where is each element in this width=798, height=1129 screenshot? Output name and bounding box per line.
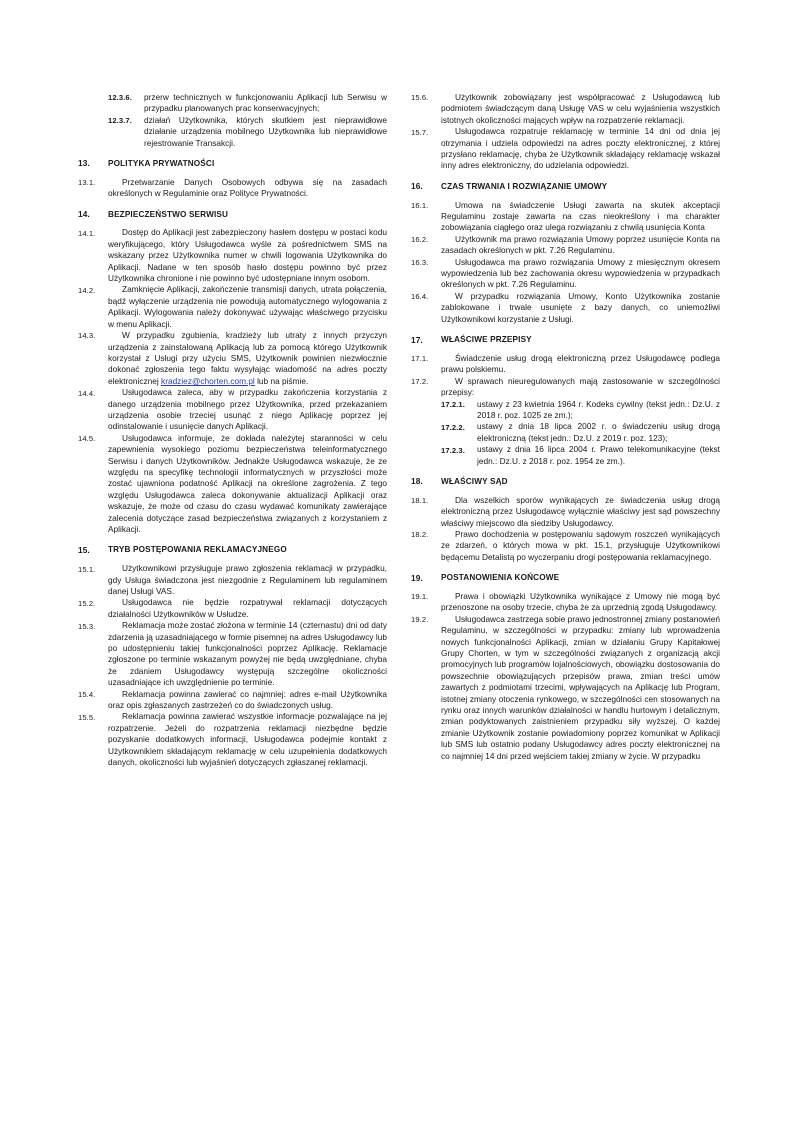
clause-paragraph xyxy=(78,433,387,536)
clause-number: 18.1. xyxy=(411,496,429,506)
clause-number: 15. xyxy=(78,544,90,555)
clause-paragraph xyxy=(411,353,720,376)
right-column xyxy=(411,92,720,769)
clause-number: 14.5. xyxy=(78,434,96,444)
clause-number: 15.7. xyxy=(411,127,429,137)
clause-text: Usługodawca rozpatruje reklamację w terminie 14 dni od dnia jej otrzymania i udziela odpowiedzi na adres poczty elektronicznej, z której przysłano reklamację, chyba że Użytkownik składający reklamację wskazał inny adres elektroniczny, do udzielania odpowiedzi. xyxy=(441,126,720,171)
clause-paragraph xyxy=(411,126,720,172)
clause-text: Usługodawca nie będzie rozpatrywał reklamacji dotyczących działalności Użytkowników w Usłudze. xyxy=(108,597,387,619)
clause-text: Dla wszelkich sporów wynikających ze świadczenia usług drogą elektroniczną przez Usługodawcę wyłącznie właściwy jest sąd powszechny właściwy miejscowo dla siedziby Usługodawcy. xyxy=(441,494,720,528)
clause-paragraph xyxy=(411,257,720,291)
clause-number: 16.2. xyxy=(411,235,429,245)
section-heading xyxy=(78,209,387,221)
section-title-text: POSTANOWIENIA KOŃCOWE xyxy=(441,573,560,583)
clause-paragraph xyxy=(78,597,387,620)
clause-paragraph xyxy=(411,291,720,325)
clause-number: 17.1. xyxy=(411,354,429,364)
clause-number: 19.2. xyxy=(411,615,429,625)
clause-number: 13.1. xyxy=(78,178,96,188)
clause-paragraph xyxy=(78,563,387,597)
clause-paragraph xyxy=(78,689,387,712)
clause-text: W sprawach nieuregulowanych mają zastosowanie w szczególności przepisy: xyxy=(441,375,720,398)
clause-number: 18.2. xyxy=(411,530,429,540)
clause-text: ustawy z dnia 18 lipca 2002 r. o świadczeniu usług drogą elektroniczną (tekst jedn.: Dz.U. z 2019 r. poz. 123); xyxy=(477,421,720,443)
clause-text: W przypadku rozwiązania Umowy, Konto Użytkownika zostanie zablokowane i trwale usunięte z bazy danych, co uniemożliwi Użytkownikowi korzystanie z Usługi. xyxy=(441,290,720,324)
clause-number: 13. xyxy=(78,158,90,169)
clause-text-after-link: lub na piśmie. xyxy=(254,375,309,386)
clause-text: Usługodawca ma prawo rozwiązania Umowy z miesięcznym okresem wypowiedzenia lub bez zachowania okresu wypowiedzenia w przypadkach określonych w pkt. 7.26 Regulaminu. xyxy=(441,256,720,290)
clause-text: Prawa i obowiązki Użytkownika wynikające z Umowy nie mogą być przenoszone na osoby trzecie, chyba że za uprzednią zgodą Usługodawcy. xyxy=(441,591,720,613)
clause-paragraph xyxy=(78,227,387,284)
clause-number: 17.2.3. xyxy=(441,445,465,455)
clause-text: Świadczenie usług drogą elektroniczną przez Usługodawcę podlega prawu polskiemu. xyxy=(441,352,720,375)
section-heading xyxy=(411,572,720,584)
clause-number: 14. xyxy=(78,209,90,220)
clause-paragraph xyxy=(78,711,387,768)
clause-paragraph xyxy=(78,115,387,149)
section-title-text: CZAS TRWANIA I ROZWIĄZANIE UMOWY xyxy=(441,181,608,191)
section-heading xyxy=(78,544,387,556)
clause-text: Usługodawca zaleca, aby w przypadku zakończenia korzystania z danego urządzenia mobilnego przez Użytkownika, przed przekazaniem urządzenia osobie trzeciej usunąć z niego Aplikację poprzez jej odinstalowanie i usunięcie danych Aplikacji. xyxy=(108,387,387,432)
clause-paragraph xyxy=(411,399,720,422)
clause-text: Usługodawca informuje, że dokłada należytej staranności w celu zapewnienia wysokiego poziomu bezpieczeństwa teleinformatycznego Serwisu i danych Użytkowników. Jednakże Usługodawca wskazuje, że ze względu na specyfikę technologii informatycznych w przyszłości może zostać ujawniona podatność Aplikacji na określone zagrożenia. Z tego względu Usługodawca zaleca dokonywanie aktualizacji Aplikacji oraz wskazuje, że może od czasu do czasu wydawać komunikaty zawierające zalecenia dotyczące zasad bezpieczeństwa związanych z korzystaniem z Aplikacji. xyxy=(108,432,387,534)
clause-text: ustawy z 23 kwietnia 1964 r. Kodeks cywilny (tekst jedn.: Dz.U. z 2018 r. poz. 1025 ze zm.); xyxy=(477,398,720,420)
clause-number: 15.2. xyxy=(78,598,96,608)
clause-number: 16. xyxy=(411,181,423,192)
clause-paragraph xyxy=(411,614,720,762)
clause-number: 17. xyxy=(411,334,423,345)
section-title-text: WŁAŚCIWE PRZEPISY xyxy=(441,335,532,345)
clause-text-before-link: W przypadku zgubienia, kradzieży lub utraty z innych przyczyn urządzenia z zainstalowaną Aplikacją lub za pomocą którego Użytkownik korzystał z Usługi przy użyciu SMS, Użytkownik powinien niezwłocznie dokonać zgłoszenia tego faktu wysyłając wiadomość na adres poczty elektronicznej xyxy=(108,330,387,386)
clause-number: 16.1. xyxy=(411,201,429,211)
email-link[interactable]: kradziez@chorten.com.pl xyxy=(161,375,255,386)
clause-paragraph xyxy=(78,284,387,330)
clause-number: 18. xyxy=(411,476,423,487)
clause-number: 15.1. xyxy=(78,564,96,574)
clause-text: Reklamacja może zostać złożona w terminie 14 (czternastu) dni od daty zdarzenia ją uzasadniającego w formie pisemnej na adres Usługodawcy lub po udostępnieniu takiej funkcjonalności poprzez Aplikację. Reklamacje zgłoszone po terminie wskazanym powyżej nie będą uwzględniane, chyba że zdaniem Usługodawcy występują szczególne okoliczności uzasadniające ich uwzględnienie po terminie. xyxy=(108,620,387,688)
clause-text: Reklamacja powinna zawierać wszystkie informacje pozwalające na jej rozpatrzenie. Jeżeli do rozpatrzenia reklamacji niezbędne będzie pozyskanie dodatkowych informacji, Usługodawca podejmie kontakt z Użytkownikiem składającym reklamację w celu uzupełnienia dodatkowych danych, okoliczności lub wyjaśnień dotyczących zgłaszanej reklamacji. xyxy=(108,711,387,768)
clause-number: 15.3. xyxy=(78,621,96,631)
clause-text: Dostęp do Aplikacji jest zabezpieczony hasłem dostępu w postaci kodu weryfikującego, który Usługodawca wyśle za pośrednictwem SMS na wskazany przez Użytkownika numer w chwili logowania Użytkownika do Aplikacji. Nadane w ten sposób hasło dostępu powinno być przez Użytkownika chronione i nie powinno być udostępniane innym osobom. xyxy=(108,227,387,284)
clause-text xyxy=(108,330,387,387)
clause-paragraph xyxy=(78,177,387,200)
clause-paragraph xyxy=(411,376,720,399)
clause-paragraph xyxy=(411,444,720,467)
clause-paragraph xyxy=(411,234,720,257)
section-title-text: WŁAŚCIWY SĄD xyxy=(441,476,508,486)
clause-text: Użytkownikowi przysługuje prawo zgłoszenia reklamacji w przypadku, gdy Usługa świadczona jest niezgodnie z Regulaminem lub regulaminem danej Usługi VAS. xyxy=(108,563,387,597)
clause-number: 19. xyxy=(411,572,423,583)
clause-text: Zamknięcie Aplikacji, zakończenie transmisji danych, utrata połączenia, bądź wyłączenie urządzenia nie powodują automatycznego wylogowania z Aplikacji. Wylogowania należy dokonywać używając właściwego przycisku w menu Aplikacji. xyxy=(108,284,387,329)
clause-number: 15.4. xyxy=(78,690,96,700)
clause-number: 19.1. xyxy=(411,592,429,602)
clause-paragraph xyxy=(78,620,387,688)
section-heading xyxy=(78,158,387,170)
section-heading xyxy=(411,476,720,488)
clause-number: 14.2. xyxy=(78,285,96,295)
clause-paragraph xyxy=(411,529,720,563)
section-title-text: BEZPIECZEŃSTWO SERWISU xyxy=(108,209,229,219)
clause-paragraph xyxy=(78,92,387,115)
clause-number: 17.2.1. xyxy=(441,399,465,409)
clause-number: 12.3.6. xyxy=(108,93,132,103)
clause-number: 14.3. xyxy=(78,331,96,341)
clause-number: 14.1. xyxy=(78,228,96,238)
section-title-text: TRYB POSTĘPOWANIA REKLAMACYJNEGO xyxy=(108,545,287,555)
clause-text: Reklamacja powinna zawierać co najmniej: adres e-mail Użytkownika oraz opis zgłaszanych zastrzeżeń co do świadczonych usług. xyxy=(108,688,387,711)
clause-number: 14.4. xyxy=(78,388,96,398)
clause-text: Użytkownik ma prawo rozwiązania Umowy poprzez usunięcie Konta na zasadach określonych w pkt. 7.26 Regulaminu. xyxy=(441,233,720,256)
section-heading xyxy=(411,181,720,193)
clause-number: 15.5. xyxy=(78,712,96,722)
clause-paragraph xyxy=(411,92,720,126)
clause-paragraph xyxy=(411,495,720,529)
clause-number: 16.3. xyxy=(411,258,429,268)
clause-paragraph xyxy=(411,421,720,444)
clause-text: Użytkownik zobowiązany jest współpracować z Usługodawcą lub podmiotem świadczącym daną Usługę VAS w celu wyjaśnienia wszystkich istotnych okoliczności mających wpływ na rozpatrzenie reklamacji. xyxy=(441,92,720,125)
clause-text: przerw technicznych w funkcjonowaniu Aplikacji lub Serwisu w przypadku planowanych prac konserwacyjnych; xyxy=(144,92,387,114)
clause-text: Usługodawca zastrzega sobie prawo jednostronnej zmiany postanowień Regulaminu, w szczególności w przypadku: zmiany lub wprowadzenia nowych funkcjonalności Aplikacji, zmian w działaniu Grupy Kapitałowej Grupy Chorten, w tym w szczególności związanych z organizacją akcji promocyjnych lub programów lojalnościowych, obowiązku dostosowania do powszechnie obowiązujących przepisów prawa, zmian treści umów zawartych z podmiotami trzecimi, wpływających na Aplikację lub Program, istotnej zmiany otoczenia rynkowego, w szczególności cen stosowanych na rynku oraz innych warunków działalności w handlu hurtowym i detalicznym, zmian podyktowanych zaistnieniem przypadku siły wyższej. O każdej zmianie Użytkownik zostanie powiadomiony poprzez komunikat w Aplikacji lub SMS lub ostatnio podany Usługodawcy adres poczty elektronicznej na co najmniej 14 dni przed wejściem takiej zmiany w życie. W przypadku xyxy=(441,613,720,761)
two-column-layout xyxy=(78,92,720,769)
clause-paragraph xyxy=(78,387,387,433)
clause-paragraph xyxy=(411,591,720,614)
clause-number: 17.2. xyxy=(411,377,429,387)
clause-text: Przetwarzanie Danych Osobowych odbywa się na zasadach określonych w Regulaminie oraz Polityce Prywatności. xyxy=(108,176,387,199)
clause-paragraph xyxy=(411,200,720,234)
clause-number: 12.3.7. xyxy=(108,116,132,126)
clause-number: 16.4. xyxy=(411,292,429,302)
clause-text: Umowa na świadczenie Usługi zawarta na skutek akceptacji Regulaminu zostaje zawarta na czas nieokreślony i ma charakter zobowiązania ciągłego oraz ulega rozwiązaniu z chwilą usunięcia Konta xyxy=(441,199,720,233)
section-title-text: POLITYKA PRYWATNOŚCI xyxy=(108,159,215,169)
clause-number: 15.6. xyxy=(411,93,429,103)
clause-text: działań Użytkownika, których skutkiem jest nieprawidłowe działanie urządzenia mobilnego Użytkownika lub nieprawidłowe rejestrowanie Transakcji. xyxy=(144,114,387,148)
clause-text: Prawo dochodzenia w postępowaniu sądowym roszczeń wynikających ze zdarzeń, o których mowa w pkt. 15.1, przysługuje Użytkownikowi będącemu Detalistą po wyczerpaniu drogi postępowania reklamacyjnego. xyxy=(441,528,720,562)
section-heading xyxy=(411,334,720,346)
clause-paragraph xyxy=(78,330,387,387)
clause-number: 17.2.2. xyxy=(441,422,465,432)
left-column xyxy=(78,92,387,769)
clause-text: ustawy z dnia 16 lipca 2004 r. Prawo telekomunikacyjne (tekst jedn.: Dz.U. z 2018 r. poz. 1954 ze zm.). xyxy=(477,444,720,466)
